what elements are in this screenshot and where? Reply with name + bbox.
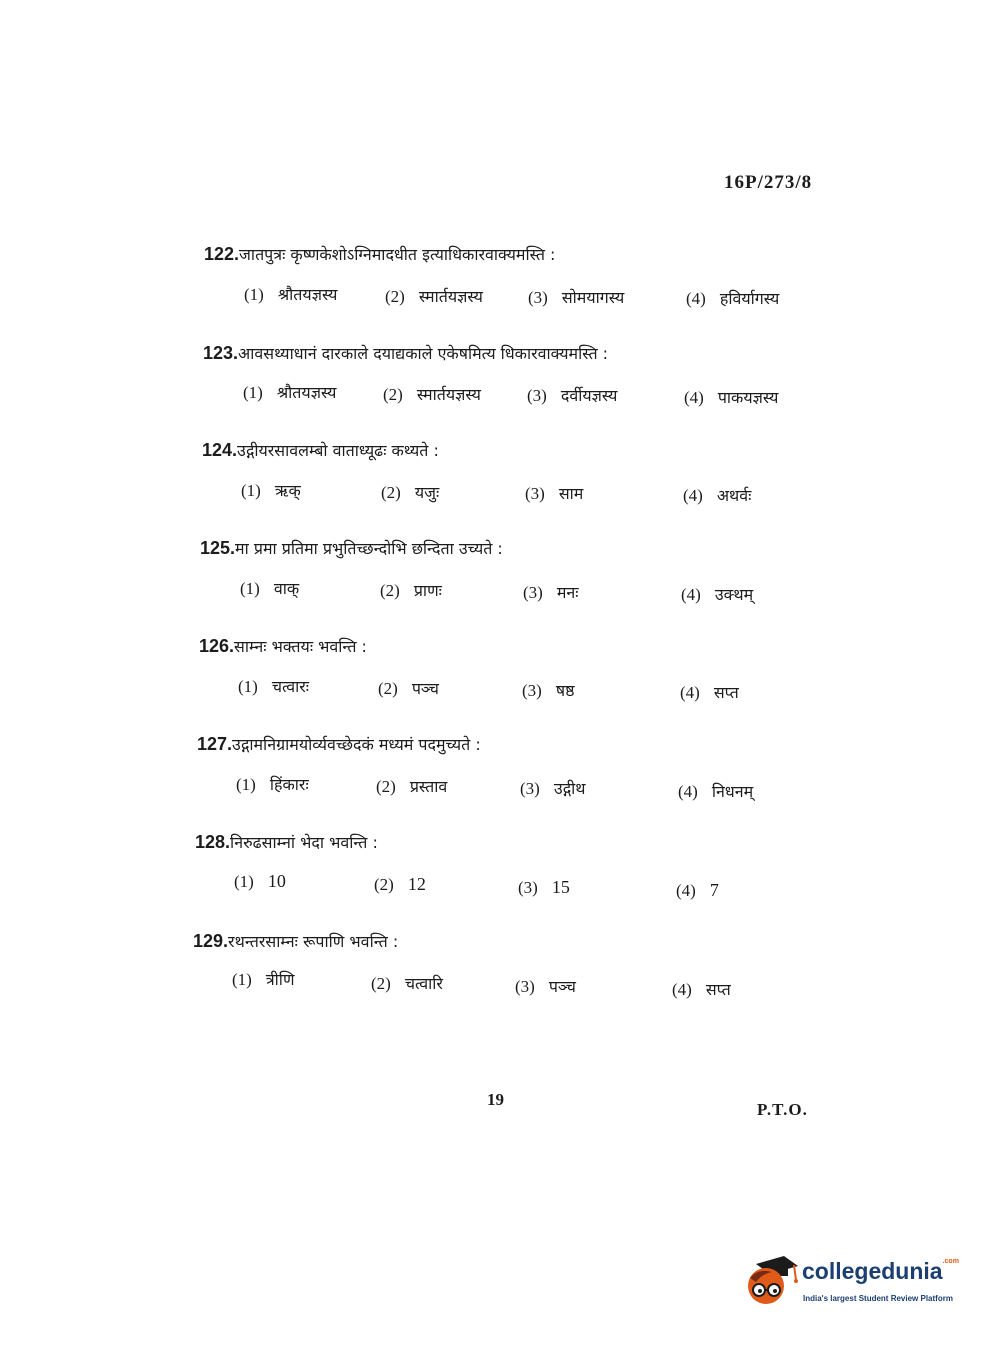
- option-3: [520, 777, 586, 799]
- option-number: (4): [678, 782, 698, 801]
- option-number: (2): [385, 287, 405, 306]
- option-text: पञ्च: [548, 977, 576, 996]
- option-2: [371, 972, 443, 994]
- option-1: [238, 675, 309, 697]
- option-number: (3): [518, 878, 538, 897]
- collegedunia-logo: [742, 1250, 972, 1312]
- option-text: श्रौतयज्ञस्य: [276, 383, 337, 402]
- option-number: (3): [522, 681, 542, 700]
- option-number: (4): [684, 388, 704, 407]
- question-stem: [195, 831, 378, 853]
- option-text: 7: [709, 880, 719, 900]
- option-number: (2): [374, 875, 394, 894]
- question-text: मा प्रमा प्रतिमा प्रभुतिच्छन्दोभि छन्दिता उच्यते :: [235, 539, 503, 558]
- question-text: उद्गीयरसावलम्बो वाताध्यूढः कथ्यते :: [237, 441, 439, 460]
- option-number: (4): [676, 881, 696, 900]
- option-number: (1): [234, 872, 254, 891]
- question-text: आवसथ्याधानं दारकाले दयाद्यकाले एकेषमित्य धिकारवाक्यमस्ति :: [238, 344, 609, 363]
- option-2: [374, 874, 426, 895]
- question-number: 127.: [197, 734, 233, 754]
- option-text: पाकयज्ञस्य: [717, 388, 779, 407]
- option-number: (3): [528, 288, 548, 307]
- option-number: (3): [525, 484, 545, 503]
- option-text: षष्ठ: [555, 681, 575, 700]
- option-text: पञ्च: [411, 679, 439, 698]
- option-2: [378, 677, 439, 699]
- option-text: अथर्वः: [716, 486, 752, 505]
- option-number: (4): [681, 585, 701, 604]
- option-number: (3): [515, 977, 535, 996]
- page-number: 19: [487, 1090, 504, 1109]
- option-3: [523, 581, 579, 603]
- option-number: (1): [236, 775, 256, 794]
- option-text: 15: [551, 877, 570, 897]
- question-number: 125.: [200, 538, 236, 558]
- question-text: रथन्तरसाम्नः रूपाणि भवन्ति :: [228, 932, 399, 951]
- option-2: [380, 579, 442, 601]
- option-1: [243, 381, 336, 403]
- option-number: (4): [672, 980, 692, 999]
- question-number: 128.: [195, 832, 231, 852]
- option-number: (2): [383, 385, 403, 404]
- option-2: [385, 285, 483, 307]
- option-text: दर्वीयज्ञस्य: [560, 386, 618, 405]
- brand-suffix: .com: [942, 1258, 959, 1265]
- question-stem: [197, 733, 481, 755]
- option-number: (1): [244, 285, 264, 304]
- option-4: [676, 880, 719, 901]
- pto-label: P.T.O.: [757, 1100, 808, 1119]
- option-1: [244, 283, 337, 305]
- option-1: [232, 968, 295, 990]
- option-number: (2): [371, 974, 391, 993]
- option-1: [240, 577, 299, 599]
- option-4: [684, 386, 778, 408]
- option-3: [518, 877, 570, 898]
- option-text: हविर्यागस्य: [719, 289, 780, 308]
- option-4: [672, 978, 731, 1000]
- option-2: [376, 775, 447, 797]
- option-text: प्राणः: [413, 581, 442, 600]
- option-number: (1): [241, 481, 261, 500]
- question-text: जातपुत्रः कृष्णकेशोऽग्निमादधीत इत्याधिकारवाक्यमस्ति :: [239, 245, 556, 264]
- option-4: [683, 484, 751, 506]
- option-number: (4): [686, 289, 706, 308]
- option-3: [528, 286, 624, 308]
- option-number: (2): [381, 483, 401, 502]
- option-text: सप्त: [705, 980, 731, 999]
- option-2: [383, 383, 481, 405]
- paper-code: 16P/273/8: [724, 172, 813, 193]
- option-text: उक्थम्: [714, 585, 754, 604]
- option-3: [525, 482, 583, 504]
- question-text: उद्गामनिग्रामयोर्व्यवच्छेदकं मध्यमं पदमुच्यते :: [232, 735, 481, 754]
- question-number: 124.: [202, 440, 238, 460]
- option-4: [678, 780, 753, 802]
- question-text: निरुढसाम्नां भेदा भवन्ति :: [230, 833, 378, 852]
- brand-text: collegedunia: [802, 1258, 943, 1284]
- option-2: [381, 481, 439, 503]
- option-text: उद्गीथ: [553, 779, 586, 798]
- option-number: (4): [683, 486, 703, 505]
- question-text: साम्नः भक्तयः भवन्ति :: [234, 637, 367, 656]
- option-number: (3): [520, 779, 540, 798]
- mascot-icon: [742, 1250, 800, 1310]
- question-stem: [202, 439, 439, 461]
- option-4: [680, 681, 739, 703]
- option-text: 10: [267, 871, 286, 891]
- option-1: [234, 871, 286, 892]
- option-text: साम: [558, 484, 584, 503]
- option-text: त्रीणि: [265, 970, 295, 989]
- option-3: [515, 975, 576, 997]
- option-text: चत्वारः: [271, 677, 310, 696]
- question-number: 123.: [203, 343, 239, 363]
- option-number: (2): [380, 581, 400, 600]
- option-number: (3): [523, 583, 543, 602]
- option-3: [527, 384, 617, 406]
- option-number: (3): [527, 386, 547, 405]
- brand-tagline: India's largest Student Review Platform: [803, 1294, 953, 1303]
- question-number: 129.: [193, 931, 229, 951]
- option-text: हिंकारः: [269, 775, 309, 794]
- option-number: (1): [232, 970, 252, 989]
- question-stem: [200, 537, 503, 559]
- option-text: 12: [407, 874, 426, 894]
- option-text: स्मार्तयज्ञस्य: [418, 287, 483, 306]
- question-number: 122.: [204, 244, 240, 264]
- question-stem: [203, 342, 608, 364]
- option-text: स्मार्तयज्ञस्य: [416, 385, 481, 404]
- option-number: (1): [243, 383, 263, 402]
- option-4: [686, 287, 779, 309]
- option-1: [236, 773, 309, 795]
- question-stem: [204, 243, 555, 265]
- option-number: (1): [238, 677, 258, 696]
- option-text: यजुः: [414, 483, 440, 502]
- option-text: चत्वारि: [404, 974, 443, 993]
- option-text: वाक्: [273, 579, 300, 598]
- option-text: प्रस्ताव: [409, 777, 448, 796]
- brand-name: [802, 1258, 959, 1285]
- option-text: मनः: [556, 583, 579, 602]
- option-number: (2): [378, 679, 398, 698]
- option-text: सप्त: [713, 683, 739, 702]
- option-number: (2): [376, 777, 396, 796]
- question-stem: [193, 930, 398, 952]
- option-1: [241, 479, 301, 501]
- option-text: सोमयागस्य: [561, 288, 625, 307]
- option-number: (1): [240, 579, 260, 598]
- option-4: [681, 583, 753, 605]
- option-text: श्रौतयज्ञस्य: [277, 285, 338, 304]
- question-stem: [199, 635, 367, 657]
- question-number: 126.: [199, 636, 235, 656]
- option-number: (4): [680, 683, 700, 702]
- option-text: ऋक्: [274, 481, 301, 500]
- option-3: [522, 679, 575, 701]
- option-text: निधनम्: [711, 782, 754, 801]
